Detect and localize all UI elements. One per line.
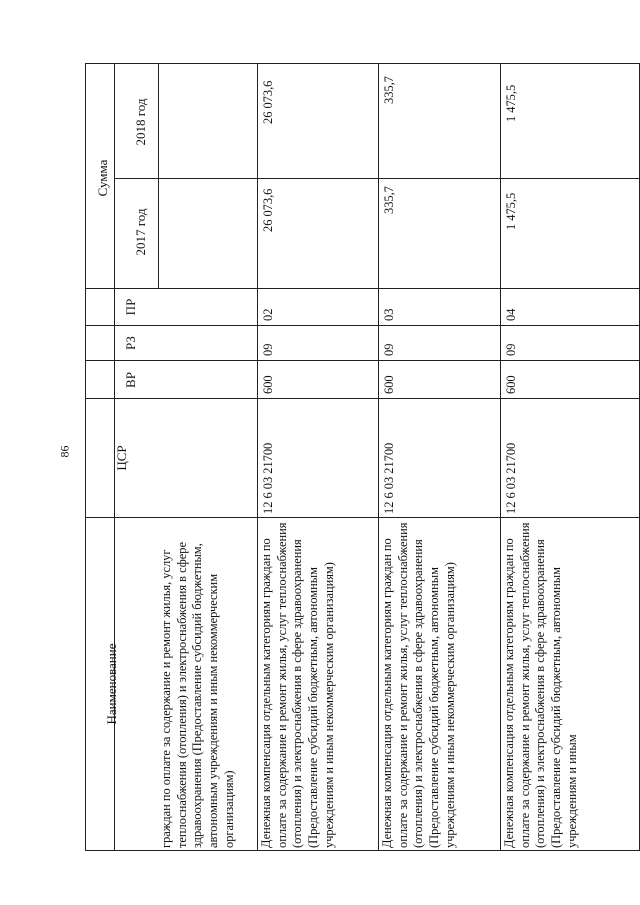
row-3-vr: 600 bbox=[504, 375, 518, 394]
row-3-csr: 12 6 03 21700 bbox=[504, 442, 518, 514]
page-number: 86 bbox=[57, 445, 72, 458]
header-2017: 2017 год bbox=[133, 208, 148, 256]
header-sum: Сумма bbox=[95, 159, 110, 197]
header-2018: 2018 год bbox=[133, 98, 148, 146]
row-3-2017: 1 475,5 bbox=[504, 192, 518, 230]
row-1-2017: 26 073,6 bbox=[261, 188, 275, 232]
row-2-name: Денежная компенсация отдельным категориям граждан по оплате за содержание и ремонт жилья, услуг теплоснабжения (отопления) и электроснабжения в сфере здравоохранения (Предоставление субсидий бюджетным, автономным учреждениям и иным некоммерческим организациям) bbox=[380, 522, 457, 848]
row-3-2018: 1 475,5 bbox=[504, 84, 518, 122]
row-2-pr: 03 bbox=[382, 308, 396, 321]
row-2-csr: 12 6 03 21700 bbox=[382, 442, 396, 514]
row-2-rz: 09 bbox=[382, 343, 396, 356]
row-3-rz: 09 bbox=[504, 343, 518, 356]
header-vr: ВР bbox=[123, 372, 138, 388]
header-rz: РЗ bbox=[123, 336, 138, 350]
row-1-name: Денежная компенсация отдельным категориям граждан по оплате за содержание и ремонт жилья, услуг теплоснабжения (отопления) и электроснабжения в сфере здравоохранения (Предоставление субсидий бюджетным, автономным учреждениям и иным некоммерческим организациям) bbox=[259, 522, 336, 848]
header-pr: ПР bbox=[123, 298, 138, 316]
row-1-csr: 12 6 03 21700 bbox=[261, 442, 275, 514]
row-0-name: граждан по оплате за содержание и ремонт жилья, услуг теплоснабжения (отопления) и электроснабжения в сфере здравоохранения (Предоставление субсидий бюджетным, автономным учреждениям и иным некоммерческим организациям) bbox=[159, 542, 236, 848]
row-3-name: Денежная компенсация отдельным категориям граждан по оплате за содержание и ремонт жилья, услуг теплоснабжения (отопления) и электроснабжения в сфере здравоохранения (Предоставление субсидий бюджетным, автономным учреждениям и иным bbox=[502, 522, 579, 848]
row-2-2018: 335,7 bbox=[382, 76, 396, 104]
row-3-pr: 04 bbox=[504, 308, 518, 321]
row-1-rz: 09 bbox=[261, 343, 275, 356]
row-2-2017: 335,7 bbox=[382, 186, 396, 214]
row-2-vr: 600 bbox=[382, 375, 396, 394]
row-1-pr: 02 bbox=[261, 308, 275, 321]
header-csr: ЦСР bbox=[114, 445, 129, 471]
row-1-vr: 600 bbox=[261, 375, 275, 394]
header-name: Наименование bbox=[104, 643, 119, 725]
row-1-2018: 26 073,6 bbox=[261, 80, 275, 124]
